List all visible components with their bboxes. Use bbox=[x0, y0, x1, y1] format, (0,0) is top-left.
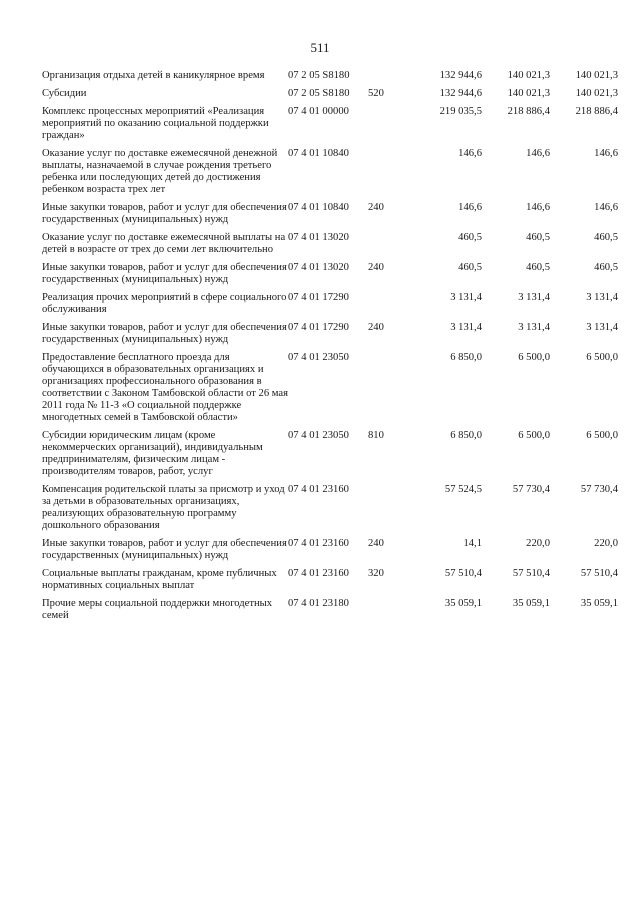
table-row bbox=[42, 88, 618, 106]
row-value-2024-cell: 146,6 bbox=[458, 148, 482, 159]
row-value-2026-cell: 57 510,4 bbox=[580, 568, 618, 579]
row-code-cell: 07 4 01 23160 bbox=[288, 484, 349, 495]
row-value-2026-cell: 220,0 bbox=[594, 538, 618, 549]
table-row bbox=[42, 568, 618, 598]
row-value-2025-cell: 3 131,4 bbox=[518, 322, 550, 333]
row-expense-type-cell: 240 bbox=[368, 538, 384, 549]
row-name-cell: Социальные выплаты гражданам, кроме публичных нормативных социальных выплат bbox=[42, 568, 277, 591]
row-code-cell: 07 4 01 10840 bbox=[288, 202, 349, 213]
row-expense-type-cell: 240 bbox=[368, 262, 384, 273]
row-code-cell: 07 4 01 23050 bbox=[288, 352, 349, 363]
table-row bbox=[42, 292, 618, 322]
page-number: 511 bbox=[310, 40, 330, 55]
row-code-cell: 07 4 01 10840 bbox=[288, 148, 349, 159]
row-expense-type-cell: 520 bbox=[368, 88, 384, 99]
table-row bbox=[42, 484, 618, 538]
row-code-cell: 07 4 01 17290 bbox=[288, 292, 349, 303]
row-value-2024-cell: 219 035,5 bbox=[439, 106, 482, 117]
row-code-cell: 07 4 01 23160 bbox=[288, 568, 349, 579]
row-value-2025-cell: 35 059,1 bbox=[512, 598, 550, 609]
row-value-2024-cell: 14,1 bbox=[463, 538, 482, 549]
row-expense-type-cell bbox=[368, 292, 400, 322]
table-row bbox=[42, 598, 618, 628]
row-value-2024-cell: 3 131,4 bbox=[450, 292, 482, 303]
row-value-2025-cell: 140 021,3 bbox=[507, 70, 550, 81]
row-name-cell: Оказание услуг по доставке ежемесячной выплаты на детей в возрасте от трех до семи лет включительно bbox=[42, 232, 286, 255]
row-value-2025-cell: 6 500,0 bbox=[518, 430, 550, 441]
row-code-cell: 07 4 01 23160 bbox=[288, 538, 349, 549]
row-value-2024-cell: 132 944,6 bbox=[439, 88, 482, 99]
row-name-cell: Иные закупки товаров, работ и услуг для обеспечения государственных (муниципальных) нужд bbox=[42, 202, 287, 225]
row-expense-type-cell: 810 bbox=[368, 430, 384, 441]
row-expense-type-cell bbox=[368, 148, 400, 202]
row-code-cell: 07 2 05 S8180 bbox=[288, 70, 350, 81]
row-name-cell: Субсидии юридическим лицам (кроме некоммерческих организаций), индивидуальным предпринимателям, физическим лицам - производителям товаров, работ, услуг bbox=[42, 430, 263, 477]
row-value-2024-cell: 460,5 bbox=[458, 262, 482, 273]
row-value-2025-cell: 140 021,3 bbox=[507, 88, 550, 99]
row-value-2024-cell: 35 059,1 bbox=[444, 598, 482, 609]
row-expense-type-cell bbox=[368, 484, 400, 538]
row-value-2025-cell: 3 131,4 bbox=[518, 292, 550, 303]
table-row bbox=[42, 202, 618, 232]
row-value-2025-cell: 220,0 bbox=[526, 538, 550, 549]
budget-table bbox=[42, 70, 618, 628]
row-value-2025-cell: 6 500,0 bbox=[518, 352, 550, 363]
row-value-2026-cell: 3 131,4 bbox=[586, 292, 618, 303]
row-name-cell: Организация отдыха детей в каникулярное время bbox=[42, 70, 265, 81]
row-name-cell: Прочие меры социальной поддержки многодетных семей bbox=[42, 598, 273, 621]
row-value-2024-cell: 6 850,0 bbox=[450, 352, 482, 363]
row-value-2025-cell: 218 886,4 bbox=[507, 106, 550, 117]
row-value-2025-cell: 460,5 bbox=[526, 262, 550, 273]
row-expense-type-cell: 240 bbox=[368, 322, 384, 333]
row-name-cell: Субсидии bbox=[42, 88, 87, 99]
row-value-2025-cell: 57 730,4 bbox=[512, 484, 550, 495]
table-row bbox=[42, 538, 618, 568]
row-expense-type-cell: 240 bbox=[368, 202, 384, 213]
row-value-2024-cell: 57 510,4 bbox=[444, 568, 482, 579]
row-value-2026-cell: 140 021,3 bbox=[575, 88, 618, 99]
row-value-2026-cell: 3 131,4 bbox=[586, 322, 618, 333]
row-expense-type-cell bbox=[368, 106, 400, 148]
row-value-2025-cell: 146,6 bbox=[526, 148, 550, 159]
row-value-2024-cell: 6 850,0 bbox=[450, 430, 482, 441]
row-value-2026-cell: 146,6 bbox=[594, 148, 618, 159]
table-row bbox=[42, 148, 618, 202]
table-row bbox=[42, 322, 618, 352]
table-row bbox=[42, 262, 618, 292]
table-row bbox=[42, 352, 618, 430]
row-value-2024-cell: 132 944,6 bbox=[439, 70, 482, 81]
row-name-cell: Компенсация родительской платы за присмотр и уход за детьми в образовательных организациях, реализующих образовательную программу дошкольного образования bbox=[42, 484, 285, 531]
row-name-cell: Иные закупки товаров, работ и услуг для обеспечения государственных (муниципальных) нужд bbox=[42, 262, 287, 285]
row-value-2026-cell: 6 500,0 bbox=[586, 430, 618, 441]
row-value-2026-cell: 460,5 bbox=[594, 262, 618, 273]
row-code-cell: 07 4 01 00000 bbox=[288, 106, 349, 117]
row-code-cell: 07 4 01 13020 bbox=[288, 262, 349, 273]
table-row bbox=[42, 70, 618, 88]
row-value-2026-cell: 6 500,0 bbox=[586, 352, 618, 363]
row-value-2025-cell: 146,6 bbox=[526, 202, 550, 213]
row-value-2026-cell: 218 886,4 bbox=[575, 106, 618, 117]
table-row bbox=[42, 106, 618, 148]
row-value-2024-cell: 3 131,4 bbox=[450, 322, 482, 333]
row-value-2026-cell: 460,5 bbox=[594, 232, 618, 243]
row-value-2026-cell: 146,6 bbox=[594, 202, 618, 213]
row-value-2026-cell: 35 059,1 bbox=[580, 598, 618, 609]
row-value-2024-cell: 57 524,5 bbox=[444, 484, 482, 495]
table-row bbox=[42, 232, 618, 262]
table-row bbox=[42, 430, 618, 484]
row-name-cell: Реализация прочих мероприятий в сфере социального обслуживания bbox=[42, 292, 287, 315]
row-value-2025-cell: 460,5 bbox=[526, 232, 550, 243]
row-name-cell: Комплекс процессных мероприятий «Реализация мероприятий по оказанию социальной поддержки граждан» bbox=[42, 106, 269, 141]
row-value-2026-cell: 140 021,3 bbox=[575, 70, 618, 81]
row-value-2024-cell: 460,5 bbox=[458, 232, 482, 243]
row-code-cell: 07 4 01 23180 bbox=[288, 598, 349, 609]
row-code-cell: 07 4 01 23050 bbox=[288, 430, 349, 441]
row-expense-type-cell bbox=[368, 598, 400, 628]
row-expense-type-cell bbox=[368, 70, 400, 88]
row-value-2026-cell: 57 730,4 bbox=[580, 484, 618, 495]
row-code-cell: 07 4 01 13020 bbox=[288, 232, 349, 243]
row-name-cell: Иные закупки товаров, работ и услуг для обеспечения государственных (муниципальных) нужд bbox=[42, 538, 287, 561]
row-value-2025-cell: 57 510,4 bbox=[512, 568, 550, 579]
row-code-cell: 07 2 05 S8180 bbox=[288, 88, 350, 99]
row-name-cell: Иные закупки товаров, работ и услуг для обеспечения государственных (муниципальных) нужд bbox=[42, 322, 287, 345]
budget-table-body bbox=[42, 70, 618, 628]
row-expense-type-cell: 320 bbox=[368, 568, 384, 579]
row-name-cell: Предоставление бесплатного проезда для обучающихся в образовательных организациях и организациях профессионального образования в соответствии с Законом Тамбовской области от 26 мая 2011 года № 11-З «О социальной поддержке многодетных семей в Тамбовской области» bbox=[42, 352, 288, 423]
row-code-cell: 07 4 01 17290 bbox=[288, 322, 349, 333]
row-value-2024-cell: 146,6 bbox=[458, 202, 482, 213]
row-expense-type-cell bbox=[368, 232, 400, 262]
row-expense-type-cell bbox=[368, 352, 400, 430]
row-name-cell: Оказание услуг по доставке ежемесячной денежной выплаты, назначаемой в случае рождения третьего ребенка или последующих детей до достижения ребенком возраста трех лет bbox=[42, 148, 278, 195]
